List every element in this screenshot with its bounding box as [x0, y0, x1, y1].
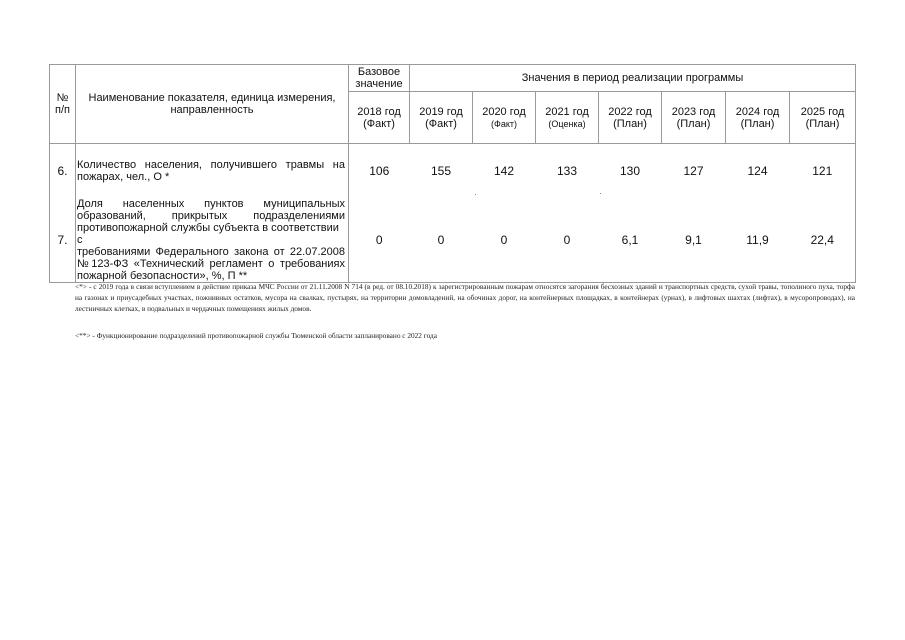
value-cell: 0 — [349, 198, 410, 283]
col-period-header: Значения в период реализации программы — [410, 65, 856, 92]
year-label: 2025 год — [800, 105, 845, 118]
indicator-line: Доля населенных пунктов муниципальных — [77, 197, 345, 210]
col-num-header: № п/п — [50, 65, 76, 144]
indicator-line: Количество населения, получившего травмы на — [77, 158, 345, 171]
indicator-line: требованиями Федерального закона от 22.07.2008 — [77, 245, 345, 258]
col-base-header: Базовое значение — [349, 65, 410, 92]
year-header-1 — [410, 92, 473, 144]
year-status: (План) — [740, 117, 775, 130]
indicator-line: образований, прикрытых подразделениями — [77, 209, 345, 222]
year-label: 2022 год — [608, 105, 652, 118]
scan-speck — [475, 194, 476, 195]
indicator-name — [76, 144, 349, 198]
value-cell: 106 — [349, 144, 410, 198]
year-header-6 — [726, 92, 790, 144]
year-label: 2018 год — [357, 105, 401, 118]
value-cell: 11,9 — [726, 198, 790, 283]
value-cell: 6,1 — [599, 198, 662, 283]
indicator-line: пожарах, чел., О * — [77, 170, 170, 183]
indicator-line: пожарной безопасности», %, П ** — [77, 269, 248, 282]
indicator-line: №123-ФЗ «Технический регламент о требованиях — [77, 257, 345, 270]
year-status: (Факт) — [490, 118, 517, 129]
year-status: (Факт) — [363, 117, 395, 130]
value-cell: 9,1 — [662, 198, 726, 283]
value-cell: 127 — [683, 163, 704, 178]
year-status: (План) — [805, 117, 840, 130]
year-header-2 — [473, 92, 536, 144]
value-cell: 0 — [410, 198, 473, 283]
year-label: 2019 год — [419, 105, 463, 118]
year-status: (Оценка) — [548, 118, 586, 129]
footnote-1: <*> - с 2019 года в связи вступлением в действие приказа МЧС России от 21.11.2008 N 714 (в ред. от 08.10.2018) к зарегистрированным пожарам относятся загорания бесхозных зданий и транспортных средств, сухой травы, тополиного пуха, торфа на газонах и приусадебных участках, пожнивных остатков, мусора на свалках, пустырях, на территории домовладений, на обочинах дорог, на контейнерных площадках, в контейнерах (урнах), в лифтовых шахтах (лифтах), в мусоропроводах), на лестничных клетках, в подвальных и чердачных помещениях жилых домов. — [75, 282, 855, 313]
year-status: (План) — [613, 117, 647, 130]
value-cell: 142 — [493, 163, 515, 178]
year-header-4 — [599, 92, 662, 144]
year-header-0 — [349, 92, 410, 144]
value-cell: 133 — [556, 163, 578, 178]
footnote-2: <**> - Функционирование подразделений противопожарной службы Тюменской области запланировано с 2022 года — [75, 331, 437, 340]
value-cell: 121 — [790, 144, 856, 198]
value-cell: 124 — [747, 163, 768, 178]
col-name-header: Наименование показателя, единица измерения, направленность — [76, 65, 349, 144]
indicators-table — [49, 64, 856, 283]
year-header-7 — [790, 92, 856, 144]
year-header-5 — [662, 92, 726, 144]
value-cell: 0 — [473, 198, 536, 283]
value-cell: 0 — [536, 198, 599, 283]
value-cell: 155 — [430, 163, 452, 178]
scan-speck — [600, 193, 601, 194]
row-number: 7. — [50, 198, 76, 283]
value-cell: 22,4 — [790, 198, 856, 283]
year-label: 2023 год — [671, 105, 716, 118]
year-label: 2021 год — [545, 105, 589, 118]
indicator-name — [76, 198, 349, 283]
table-row — [50, 198, 856, 283]
table-row — [50, 144, 856, 198]
value-cell: 130 — [619, 163, 641, 178]
year-status: (План) — [676, 117, 711, 130]
indicator-line: противопожарной службы субъекта в соответствии с — [77, 221, 339, 246]
year-status: (Факт) — [425, 117, 457, 130]
year-header-3 — [536, 92, 599, 144]
year-label: 2024 год — [735, 105, 780, 118]
year-label: 2020 год — [482, 105, 526, 118]
row-number: 6. — [50, 144, 76, 198]
